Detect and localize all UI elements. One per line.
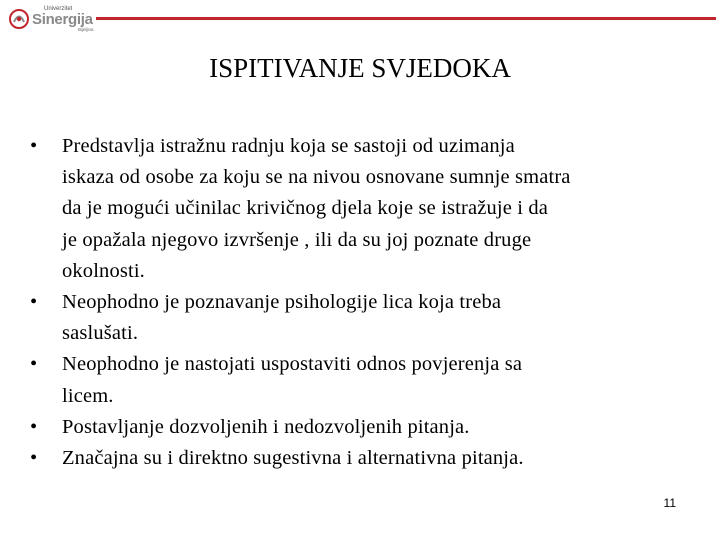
bullet-line: licem. [62,384,114,407]
header-rule [96,17,716,20]
bullet-marker: • [30,415,38,438]
bullet-line: Predstavlja istražnu radnju koja se sastoji od uzimanja [62,135,515,157]
bullet-line: da je mogući učinilac krivičnog djela koje se istražuje i da [62,197,549,220]
page-number: 11 [663,496,676,510]
bullet-marker: • [30,447,38,470]
bullet-line: okolnosti. [62,259,145,282]
logo-emblem-icon [8,9,30,29]
bullet-line: je opažala njegovo izvršenje , ili da su joj poznate druge [62,228,532,251]
logo-city: Bijeljina [78,27,94,32]
bullet-item [30,287,690,349]
logo-subtitle: Univerzitet [44,6,73,12]
bullet-line: Neophodno je nastojati uspostaviti odnos povjerenja sa [62,353,523,376]
bullet-line: iskaza od osobe za koju se na nivou osnovane sumnje smatra [62,166,571,189]
logo-name: Sinergija [32,11,93,28]
university-logo [8,6,94,32]
bullet-item [30,131,690,287]
bullet-line: Značajna su i direktno sugestivna i alternativna pitanja. [62,447,524,470]
bullet-item [30,349,690,411]
bullet-line: Postavljanje dozvoljenih i nedozvoljenih pitanja. [62,415,470,438]
bullet-item [30,443,690,474]
bullet-item [30,412,690,443]
bullet-line: Neophodno je poznavanje psihologije lica koja treba [62,291,502,314]
bullet-marker: • [30,353,38,376]
bullet-list [30,131,690,474]
bullet-marker: • [30,291,38,314]
bullet-marker: • [30,135,38,157]
bullet-line: saslušati. [62,322,139,345]
slide-title: ISPITIVANJE SVJEDOKA [209,53,511,83]
